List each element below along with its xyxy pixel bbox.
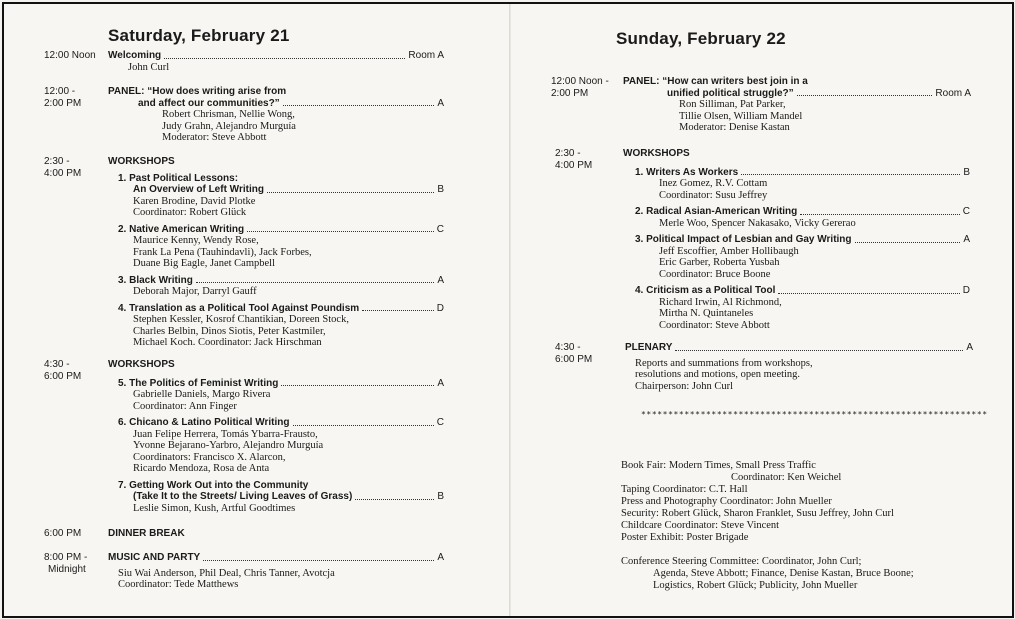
credit-line: Taping Coordinator: C.T. Hall	[621, 484, 748, 495]
credit-line: Childcare Coordinator: Steve Vincent	[621, 520, 780, 531]
workshop-title: 4. Criticism as a Political Tool	[635, 285, 776, 296]
session-heading: Welcoming	[108, 50, 162, 61]
workshop-item: 3. Political Impact of Lesbian and Gay Writing A Jeff Escoffier, Amber Hollibaugh Eric Garber, Roberta Yusbah Coordinator: Bruce Boone	[635, 234, 970, 280]
room-label: A	[437, 552, 444, 563]
workshop-title: 2. Native American Writing	[118, 223, 245, 235]
room-label: Room A	[935, 87, 971, 99]
workshop-title: 4. Translation as a Political Tool Against Poundism	[118, 302, 360, 314]
workshop-item: 5. The Politics of Feminist Writing A Gabrielle Daniels, Margo Rivera Coordinator: Ann Finger	[118, 377, 444, 412]
credit-line: Book Fair: Modern Times, Small Press Traffic	[621, 460, 816, 471]
room-label: Room A	[408, 50, 444, 61]
workshop-title: 6. Chicano & Latino Political Writing	[118, 417, 290, 428]
workshop-item: 4. Translation as a Political Tool Against Poundism D Stephen Kessler, Kosrof Chantikian, Doreen Stock, Charles Belbin, Dinos Siotis, Peter Kastmiler, Michael Koch. Coordinator: Jack Hirschman	[118, 302, 444, 348]
session-time: 12:00 Noon	[44, 50, 96, 61]
room-label: D	[962, 285, 970, 296]
workshop-item: 2. Radical Asian-American Writing C Merle Woo, Spencer Nakasako, Vicky Gererao	[635, 206, 970, 229]
workshop-item: 3. Black Writing A Deborah Major, Darryl Gauff	[118, 274, 444, 297]
credit-line: Logistics, Robert Glück; Publicity, John Mueller	[653, 580, 858, 591]
workshop-title: 5. The Politics of Feminist Writing	[118, 377, 279, 389]
room-label: C	[436, 417, 444, 428]
session-time: 4:30 - 6:00 PM	[44, 359, 82, 382]
room-label: A	[437, 274, 444, 286]
credit-line: Coordinator: Ken Weichel	[731, 472, 842, 483]
workshop-title: 7. Getting Work Out into the Community	[118, 479, 309, 491]
credits-block	[621, 460, 914, 592]
room-label: C	[436, 223, 444, 235]
room-label: A	[437, 97, 444, 109]
session-heading: WORKSHOPS	[108, 359, 175, 370]
session-heading: PANEL: “How can writers best join in a	[623, 76, 808, 87]
credit-line: Press and Photography Coordinator: John Mueller	[621, 496, 832, 507]
room-label: A	[437, 377, 444, 389]
room-label: B	[437, 184, 444, 195]
workshop-title: 3. Political Impact of Lesbian and Gay Writing	[635, 234, 852, 245]
participant-line: Moderator: Steve Abbott	[162, 132, 267, 143]
workshop-item: 4. Criticism as a Political Tool D Richard Irwin, Al Richmond, Mirtha N. Quintaneles Coordinator: Steve Abbott	[635, 285, 970, 331]
participant-line: Robert Chrisman, Nellie Wong,	[162, 109, 295, 120]
workshop-title: 3. Black Writing	[118, 274, 193, 286]
program-page: Saturday, February 21 12:00 Noon Welcoming Room A John Curl 12:00 - 2:00 PM PANEL: “How does writing arise from and affect our communities?” A Robert Chrisman, Nellie Wong, Judy Grahn, Alejandro Murguía Moderator: Steve Abbott 2:30 - 4:00 PM WORKSHOPS 1. Past Political Lessons: An Overview of Left Writing B Karen Brodine, David Plotke Coordinator: Robert Glück 2. Native American Writing C Maurice Kenny, Wendy Rose, Frank La Pena (Tauhindavli), Jack Forbes, Duane Big Eagle, Janet Campbell 3. Black Writing A Deborah Major, Darryl Gauff 4. Translation as a Political Tool Against Poundism D Stephen Kessler, Kosrof Chantikian, Doreen Stock, Charles Belbin, Dinos Siotis, Peter Kastmiler, Michael Koch. Coordinator: Jack Hirschman 4:30 - 6:00 PM WORKSHOPS 5. The Politics of Feminist Writing A Gabrielle Daniels, Margo Rivera Coordinator: Ann Finger 6. Chicano & Latino Political Writing C Juan Felipe Herrera, Tomás Ybarra-Frausto, Yvonne Bejarano-Yarbro, Alejandro Murguía Coordinators: Francisco X. Alarcon, Ricardo Mendoza, Rosa de Anta 7. Getting Work Out into the Community (Take It to the Streets/ Living Leaves of Grass) B Leslie Simon, Kush, Artful Goodtimes 6:00 PM DINNER BREAK 8:00 PM - Midnight MUSIC AND PARTY A Siu Wai Anderson, Phil Deal, Chris Tanner, Avotcja Coordinator: Tede Matthews Sunday, February 22 12:00 Noon - 2:00 PM PANEL: “How can writers best join in a unified political struggle?” Room A Ron Silliman, Pat Parker, Tillie Olsen, William Mandel Moderator: Denise Kastan 2:30 - 4:00 PM WORKSHOPS 1. Writers As Workers B Inez Gomez, R.V. Cottam Coordinator: Susu Jeffrey 2. Radical Asian-American Writing C Merle Woo, Spencer Nakasako, Vicky Gererao 3. Political Impact of Lesbian and Gay Writing A Jeff Escoffier, Amber Hollibaugh Eric Garber, Roberta Yusbah Coordinator: Bruce Boone 4. Criticism as a Political Tool D Richard Irwin, Al Richmond, Mirtha N. Quintaneles Coordinator: Steve Abbott 4:30 - 6:00 PM PLENARY A Reports and summations from workshops, resolutions and motions, open meeting. Chairperson: John Curl **************************************************************** Book Fair: Modern Times, Small Press Traffic Coordinator: Ken Weichel Taping Coordinator: C.T. Hall Press and Photography Coordinator: John Mueller Security: Robert Glück, Sharon Franklet, Susu Jeffrey, John Curl Childcare Coordinator: Steve Vincent Poster Exhibit: Poster Brigade Conference Steering Committee: Coordinator, John Curl; Agenda, Steve Abbott; Finance, Denise Kastan, Bruce Boone; Logistics, Robert Glück; Publicity, John Mueller	[2, 2, 1014, 618]
credit-line: Agenda, Steve Abbott; Finance, Denise Kastan, Bruce Boone;	[653, 568, 914, 579]
session-heading: DINNER BREAK	[108, 528, 185, 539]
room-label: A	[963, 234, 970, 245]
workshop-title: 1. Writers As Workers	[635, 166, 739, 178]
credit-line	[621, 544, 914, 556]
page-fold	[509, 4, 511, 616]
workshop-item: 1. Past Political Lessons: An Overview of Left Writing B Karen Brodine, David Plotke Coordinator: Robert Glück	[118, 172, 444, 218]
room-label: B	[963, 166, 970, 178]
workshop-item: 1. Writers As Workers B Inez Gomez, R.V. Cottam Coordinator: Susu Jeffrey	[635, 166, 970, 201]
asterisk-divider: ****************************************************************	[641, 410, 988, 419]
credit-line: Poster Exhibit: Poster Brigade	[621, 532, 749, 543]
sunday-title: Sunday, February 22	[616, 29, 786, 48]
session-time: 2:30 - 4:00 PM	[44, 156, 82, 179]
session-time: 12:00 Noon - 2:00 PM	[551, 76, 609, 99]
room-label: B	[437, 491, 444, 502]
session-time: 12:00 - 2:00 PM	[44, 86, 82, 109]
saturday-title: Saturday, February 21	[108, 26, 290, 45]
participant-line: Judy Grahn, Alejandro Murguía	[162, 120, 296, 132]
room-label: C	[962, 206, 970, 217]
credit-line: Conference Steering Committee: Coordinator, John Curl;	[621, 556, 862, 567]
session-heading: PLENARY	[625, 342, 673, 353]
session-heading: MUSIC AND PARTY	[108, 552, 201, 563]
session-heading: WORKSHOPS	[108, 156, 175, 167]
session-time: 8:00 PM - Midnight	[44, 552, 88, 575]
room-label: D	[436, 302, 444, 314]
participant-line: John Curl	[128, 61, 170, 73]
room-label: A	[966, 342, 973, 353]
session-heading: WORKSHOPS	[623, 148, 690, 159]
workshop-item: 2. Native American Writing C Maurice Kenny, Wendy Rose, Frank La Pena (Tauhindavli), Jack Forbes, Duane Big Eagle, Janet Campbell	[118, 223, 444, 269]
session-heading: PANEL: “How does writing arise from	[108, 86, 287, 97]
workshop-title: 1. Past Political Lessons:	[118, 172, 239, 184]
workshop-title: 2. Radical Asian-American Writing	[635, 206, 798, 217]
session-time: 6:00 PM	[44, 528, 82, 539]
session-time: 4:30 - 6:00 PM	[555, 342, 593, 365]
credit-line: Security: Robert Glück, Sharon Franklet, Susu Jeffrey, John Curl	[621, 508, 894, 519]
workshop-item: 6. Chicano & Latino Political Writing C Juan Felipe Herrera, Tomás Ybarra-Frausto, Yvonne Bejarano-Yarbro, Alejandro Murguía Coordinators: Francisco X. Alarcon, Ricardo Mendoza, Rosa de Anta	[118, 417, 444, 474]
workshop-item: 7. Getting Work Out into the Community (Take It to the Streets/ Living Leaves of Grass) B Leslie Simon, Kush, Artful Goodtimes	[118, 479, 444, 514]
session-time: 2:30 - 4:00 PM	[555, 148, 593, 171]
